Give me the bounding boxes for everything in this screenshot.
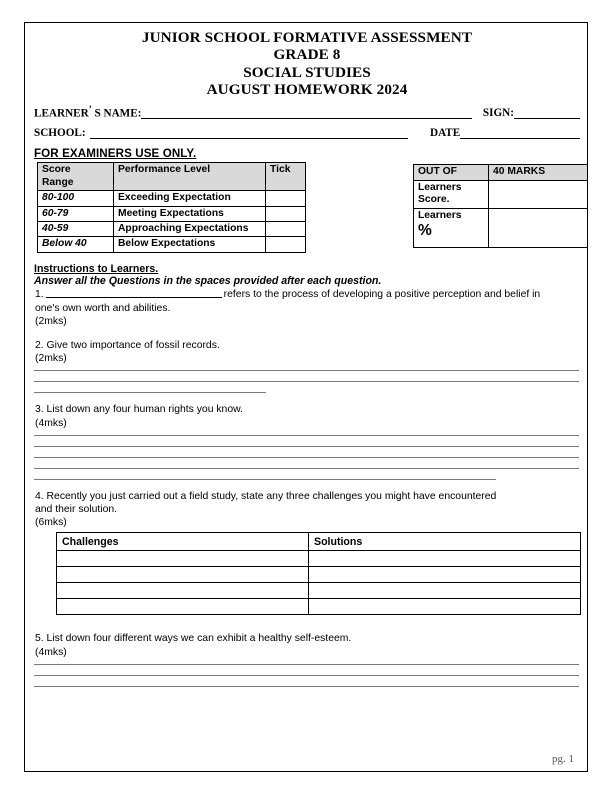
cell-tick[interactable] [266, 206, 306, 221]
title-line-3: SOCIAL STUDIES [243, 63, 371, 81]
marks-table [413, 164, 588, 247]
cell-learners-percent-label: Learners % [414, 208, 489, 247]
table-row [57, 567, 581, 583]
page-number: pg. 1 [552, 753, 574, 765]
cell-tick[interactable] [266, 221, 306, 236]
cell-learners-percent-value[interactable] [489, 208, 588, 247]
table-row [57, 599, 581, 615]
cell-challenge[interactable] [57, 567, 309, 583]
answer-line[interactable] [34, 370, 579, 371]
answer-line[interactable] [34, 392, 266, 393]
learner-name-label: LEARNER’ S NAME: [34, 103, 142, 120]
cell-performance-level: Exceeding Expectation [114, 191, 266, 206]
document-title-block [34, 29, 580, 99]
question-1-text-tail: refers to the process of developing a positive perception and belief in [223, 289, 541, 301]
cell-score-range: Below 40 [38, 237, 114, 252]
learner-name-row [34, 104, 580, 120]
col-header-out-of: OUT OF [414, 165, 489, 180]
question-1-text [34, 287, 580, 301]
school-row [34, 127, 580, 139]
instructions-heading: Instructions to Learners. [34, 263, 159, 276]
question-1-marks: (2mks) [35, 315, 67, 327]
table-row [414, 208, 588, 247]
table-header-row [38, 163, 306, 191]
question-1-text-line2: one's own worth and abilities. [35, 302, 171, 314]
spacer-2 [408, 127, 430, 139]
table-row [414, 180, 588, 208]
answer-line[interactable] [34, 446, 579, 447]
col-header-performance-level: Performance Level [114, 163, 266, 191]
col-header-score-range: Score Range [38, 163, 114, 191]
answer-line[interactable] [34, 479, 496, 480]
answer-line[interactable] [34, 675, 579, 676]
spacer [472, 107, 483, 119]
table-header-row [414, 165, 588, 180]
table-row [38, 237, 306, 252]
col-header-tick: Tick [266, 163, 306, 191]
cell-challenge[interactable] [57, 599, 309, 615]
table-row [57, 551, 581, 567]
apostrophe-glyph: ’ [88, 103, 92, 114]
table-row [38, 191, 306, 206]
cell-score-range: 80-100 [38, 191, 114, 206]
title-line-2: GRADE 8 [273, 46, 341, 64]
sign-label: SIGN: [482, 107, 514, 120]
school-label: SCHOOL: [34, 127, 86, 140]
table-header-row [57, 533, 581, 551]
school-input[interactable] [90, 127, 408, 139]
question-2-marks: (2mks) [35, 353, 67, 365]
cell-performance-level: Meeting Expectations [114, 206, 266, 221]
cell-challenge[interactable] [57, 551, 309, 567]
cell-solution[interactable] [309, 567, 581, 583]
instructions-subheading: Answer all the Questions in the spaces provided after each question. [34, 275, 382, 288]
tables-band [34, 162, 580, 262]
question-5-answer-lines [34, 664, 580, 687]
cell-solution[interactable] [309, 599, 581, 615]
question-5-marks: (4mks) [35, 646, 67, 658]
question-3-marks: (4mks) [35, 417, 67, 429]
page-border [24, 22, 588, 772]
cell-score-range: 60-79 [38, 206, 114, 221]
col-header-solutions: Solutions [309, 533, 581, 551]
cell-score-range: 40-59 [38, 221, 114, 236]
table-row [38, 206, 306, 221]
cell-tick[interactable] [266, 191, 306, 206]
table-row [38, 221, 306, 236]
answer-line[interactable] [34, 686, 579, 687]
question-2-answer-lines [34, 370, 580, 393]
question-1-number: 1. [35, 289, 44, 301]
challenges-solutions-table [56, 532, 581, 615]
learner-name-input[interactable] [141, 107, 471, 119]
cell-performance-level: Approaching Expectations [114, 221, 266, 236]
question-3-text: 3. List down any four human rights you know. [35, 404, 243, 416]
col-header-challenges: Challenges [57, 533, 309, 551]
answer-line[interactable] [34, 457, 579, 458]
cell-learners-score-label: Learners Score. [414, 180, 489, 208]
question-1-blank-input[interactable] [46, 287, 222, 298]
cell-solution[interactable] [309, 583, 581, 599]
question-5-text: 5. List down four different ways we can exhibit a healthy self-esteem. [35, 633, 352, 645]
table-row [57, 583, 581, 599]
page-content [25, 23, 589, 773]
question-2-text: 2. Give two importance of fossil records. [35, 339, 220, 351]
answer-line[interactable] [34, 435, 579, 436]
cell-learners-score-value[interactable] [489, 180, 588, 208]
question-3-answer-lines [34, 435, 580, 480]
question-4-text-line2: and their solution. [35, 503, 118, 515]
date-input[interactable] [460, 127, 580, 139]
col-header-total-marks: 40 MARKS [489, 165, 588, 180]
answer-line[interactable] [34, 664, 579, 665]
sign-input[interactable] [514, 107, 580, 119]
cell-challenge[interactable] [57, 583, 309, 599]
cell-performance-level: Below Expectations [114, 237, 266, 252]
title-line-4: AUGUST HOMEWORK 2024 [206, 81, 408, 99]
date-label: DATE [429, 127, 461, 140]
examiners-heading: FOR EXAMINERS USE ONLY. [34, 147, 197, 161]
question-4-marks: (6mks) [35, 517, 67, 529]
cell-tick[interactable] [266, 237, 306, 252]
answer-line[interactable] [34, 381, 579, 382]
title-line-1: JUNIOR SCHOOL FORMATIVE ASSESSMENT [141, 29, 473, 46]
score-range-table [37, 162, 306, 252]
answer-line[interactable] [34, 468, 579, 469]
cell-solution[interactable] [309, 551, 581, 567]
question-4-text-line1: 4. Recently you just carried out a field study, state any three challenges you might have encountered [35, 490, 497, 502]
